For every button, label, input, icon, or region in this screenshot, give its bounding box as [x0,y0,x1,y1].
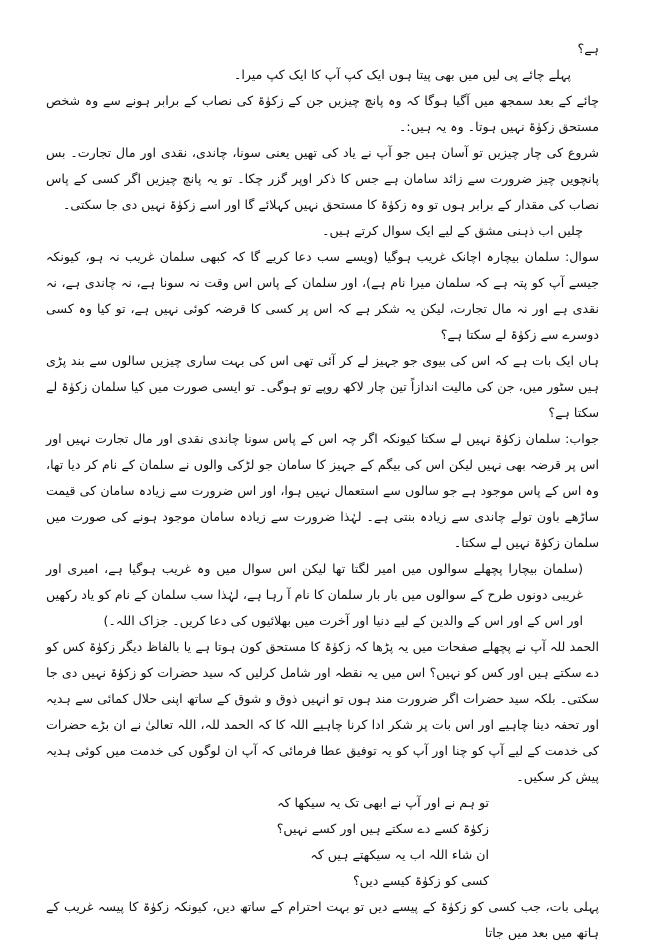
paragraph-summary-3: ان شاء اللہ اب یہ سیکھتے ہیں کہ [310,847,489,862]
paragraph-tea: پہلے چائے پی لیں میں بھی پیتا ہوں ایک کپ آپ کا ایک کپ میرا۔ [233,67,571,82]
paragraph-dowry: ہاں ایک بات ہے کہ اس کی بیوی جو جہیز لے کر آئی تھی اس کی بہت ساری چیزیں سالوں سے بند پڑی ہیں سٹور میں، جن کی مالیت اندازاً تین چار لاکھ روپے تو ہوگی۔ تو ایسی صورت میں کیا سلمان زکوٰۃ لے سکتا ہے؟ [46,353,599,420]
paragraph-question-end: ہے؟ [577,41,599,56]
paragraph-syed: الحمد للہ آپ نے پچھلے صفحات میں یہ پڑھا کہ زکوٰۃ کا مستحق کون ہوتا ہے یا بالفاظ دیگر زکوٰۃ کس کو دے سکتے ہیں اور کس کو نہیں؟ اس میں یہ نقطہ اور شامل کرلیں کہ سید حضرات کو زکوٰۃ نہیں دی جا سکتی۔ بلکہ سید حضرات اگر ضرورت مند ہوں تو انہیں ذوق و شوق کے ساتھ اپنی حلال کمائی سے ہدیہ اور تحفہ دینا چاہیے اور اس بات پر شکر ادا کرنا چاہیے اللہ کا کہ الحمد للہ، اللہ تعالیٰ نے ان بڑے حضرات کی خدمت کے لیے آپ کو چنا اور آپ کو یہ توفیق عطا فرمائی کہ آپ ان لوگوں کی خدمت میں کوئی ہدیہ پیش کر سکیں۔ [46,639,599,784]
paragraph-question: سوال: سلمان بیچارہ اچانک غریب ہوگیا (ویسے سب دعا کریے گا کہ کبھی سلمان غریب نہ ہو، کیونکہ جیسے آپ کو پتہ ہے کہ سلمان میرا نام ہے)، اور سلمان کے پاس اس وقت نہ سونا ہے، نہ چاندی ہے، نہ نقدی ہے اور نہ مال تجارت، لیکن یہ شکر ہے کہ اس پر کسی کا قرضہ کوئی نہیں ہے، تو کیا وہ کسی دوسرے سے زکوٰۃ لے سکتا ہے؟ [46,249,599,342]
paragraph-exercise-intro: چلیں اب ذہنی مشق کے لیے ایک سوال کرتے ہیں۔ [322,223,583,238]
paragraph-summary-4: کسی کو زکوٰۃ کیسے دیں؟ [353,873,489,888]
urdu-text-body [46,36,599,946]
paragraph-salman-note: (سلمان بیچارا پچھلے سوالوں میں امیر لگتا تھا لیکن اس سوال میں وہ غریب ہوگیا ہے، امیری اور غریبی دونوں طرح کے سوالوں میں بار بار سلمان کا نام آ رہا ہے، لہٰذا سب سلمان کے نام کو یاد رکھیں اور اس کے اور اس کے والدین کے لیے دنیا اور آخرت میں بھلائیوں کی دعا کریں۔ جزاک اللہ۔) [46,561,583,628]
paragraph-after-tea: چائے کے بعد سمجھ میں آگیا ہوگا کہ وہ پانچ چیزیں جن کے زکوٰۃ کی نصاب کے برابر ہونے سے وہ شخص مستحق زکوٰۃ نہیں ہوتا۔ وہ یہ ہیں:۔ [46,93,599,134]
paragraph-first-point: پہلی بات، جب کسی کو زکوٰۃ کے پیسے دیں تو بہت احترام کے ساتھ دیں، کیونکہ زکوٰۃ کا پیسہ غریب کے ہاتھ میں بعد میں جاتا [46,899,599,940]
paragraph-five-things: شروع کی چار چیزیں تو آسان ہیں جو آپ نے یاد کی تھیں یعنی سونا، چاندی، نقدی اور مال تجارت۔ بس پانچویں چیز ضرورت سے زائد سامان ہے جس کا ذکر اوپر گزر چکا۔ تو یہ پانچ چیزیں اگر کسی کے پاس نصاب کی مقدار کے برابر ہوں تو وہ زکوٰۃ کا مستحق نہیں کہلائے گا اور اسے زکوٰۃ نہیں دی جا سکتی۔ [46,145,599,212]
paragraph-answer: جواب: سلمان زکوٰۃ نہیں لے سکتا کیونکہ اگر چہ اس کے پاس سونا چاندی نقدی اور مال تجارت نہیں اور اس پر قرضہ بھی نہیں لیکن اس کی بیگم کے جہیز کا سامان جو لڑکی والوں نے سلمان کے نام کر دیا تھا، وہ اس کے پاس موجود ہے جو سالوں سے استعمال نہیں ہوا، اور اس ضرورت سے زیادہ سامان کی قیمت ساڑھے باون تولے چاندی سے زیادہ بنتی ہے۔ لہٰذا ضرورت سے زیادہ سامان موجود ہونے کی صورت میں سلمان زکوٰۃ نہیں لے سکتا۔ [46,431,599,550]
paragraph-summary-1: تو ہم نے اور آپ نے ابھی تک یہ سیکھا کہ [277,795,489,810]
paragraph-summary-2: زکوٰۃ کسے دے سکتے ہیں اور کسے نہیں؟ [276,821,489,836]
